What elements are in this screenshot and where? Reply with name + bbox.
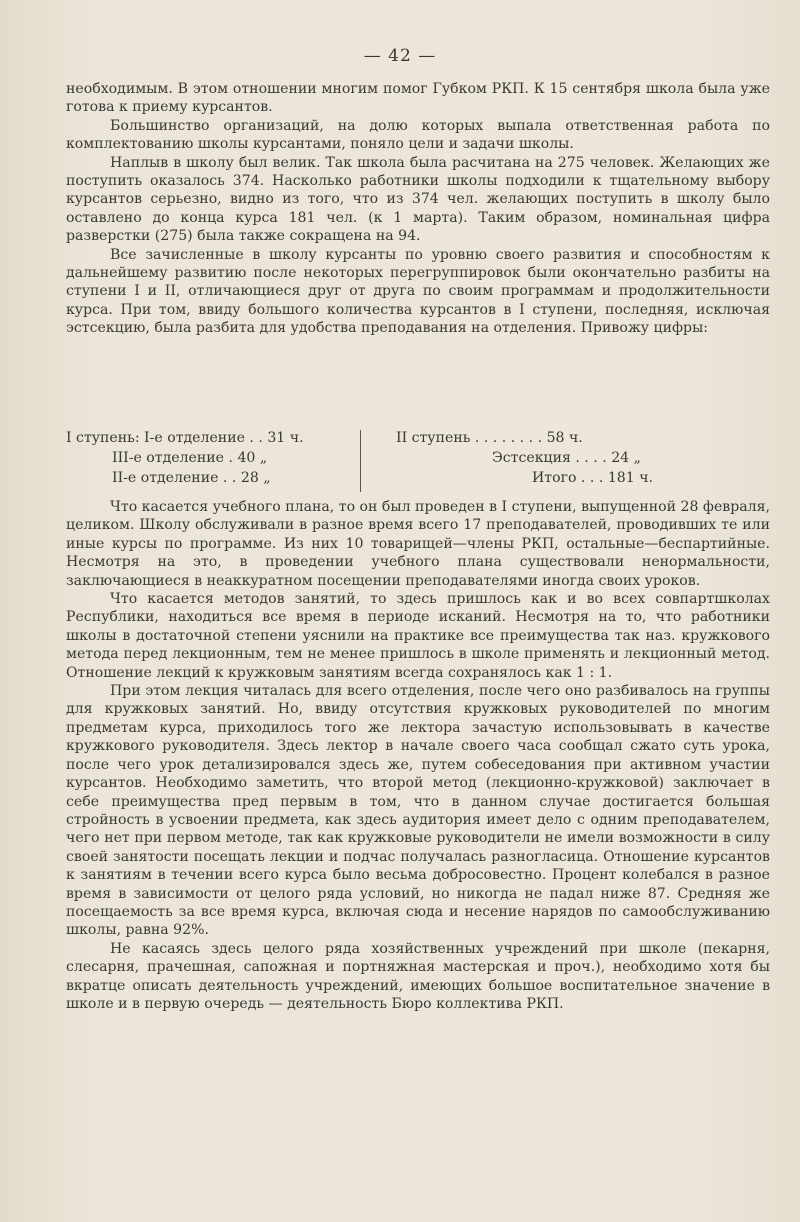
- stats-value: 58 ч.: [546, 430, 583, 446]
- body-text-lower: [66, 498, 770, 1013]
- paragraph: Не касаясь здесь целого ряда хозяйственных учреждений при школе (пекарня, слесарня, прачешная, сапожная и портняжная мастерская и проч.), необходимо хотя бы вкратце описать деятельность учреждений, имеющих большое воспитательное значение в школе и в первую очередь — деятельность Бюро коллектива РКП.: [66, 940, 770, 1012]
- stats-label: Итого . . .: [532, 470, 604, 486]
- paragraph: необходимым. В этом отношении многим помог Губком РКП. К 15 сентября школа была уже готова к приему курсантов.: [66, 81, 770, 116]
- enrollment-table: [66, 428, 770, 494]
- stats-left-column: [66, 428, 356, 488]
- stats-label: III-е отделение: [112, 450, 225, 466]
- paragraph: Что касается учебного плана, то он был проведен в I ступени, выпущенной 28 февраля, целиком. Школу обслуживали в разное время всего 17 преподавателей, проводивших те или иные курсы по программе. Из них 10 товарищей—члены РКП, остальные—беспартийные. Несмотря на это, в проведении учебного плана существовали ненормальности, заключающиеся в неаккуратном посещении преподавателями иногда своих уроков.: [66, 499, 770, 589]
- stats-label: II-е отделение . .: [112, 470, 237, 486]
- stats-row: [396, 448, 770, 468]
- page-number: — 42 —: [363, 46, 437, 66]
- stats-value: . 40 „: [228, 450, 268, 466]
- stats-row: [396, 428, 770, 448]
- stats-value: 28 „: [240, 470, 271, 486]
- stats-label: Эстсекция . . . .: [492, 450, 607, 466]
- stats-right-column: [396, 428, 770, 488]
- paragraph: Наплыв в школу был велик. Так школа была расчитана на 275 человек. Желающих же поступить оказалось 374. Насколько работники школы подходили к тщательному выбору курсантов серьезно, видно из того, что из 374 чел. желающих поступить в школу было оставлено до конца курса 181 чел. (к 1 марта). Таким образом, номинальная цифра разверстки (275) была также сокращена на 94.: [66, 154, 770, 245]
- paragraph: При этом лекция читалась для всего отделения, после чего оно разбивалось на группы для кружковых занятий. Но, ввиду отсутствия кружковых руководителей по многим предметам курса, приходилось того же лектора зачастую использовывать в качестве кружкового руководителя. Здесь лектор в начале своего часа сообщал сжато суть урока, после чего урок детализировался здесь же, путем собеседования при активном участии курсантов. Необходимо заметить, что второй метод (лекционно-кружковой) заключает в себе преимущества пред первым в том, что в данном случае достигается большая стройность в усвоении предмета, как здесь аудитория имеет дело с одним преподавателем, чего нет при первом методе, так как кружковые руководители не имели возможности в силу своей занятости посещать лекции и подчас получалась разногласица. Отношение курсантов к занятиям в течении всего курса было весьма добросовестно. Процент колебался в разное время в зависимости от целого ряда условий, но никогда не падал ниже 87. Средняя же посещаемость за все время курса, включая сюда и несение нарядов по самообслуживанию школы, равна 92%.: [66, 683, 770, 939]
- stats-value: 181 ч.: [607, 470, 653, 486]
- stats-row: [396, 468, 770, 488]
- stats-label: I ступень: I-е отделение . .: [66, 430, 263, 446]
- column-divider: [360, 430, 361, 492]
- stats-value: 24 „: [611, 450, 641, 466]
- paragraph: Все зачисленные в школу курсанты по уровню своего развития и способностям к дальнейшему развитию после некоторых перегруппировок были окончательно разбиты на ступени I и II, отличающиеся друг от друга по своим программам и продолжительности курса. При том, ввиду большого количества курсантов в I ступени, последняя, исключая эстсекцию, была разбита для удобства преподавания на отделения. Привожу цифры:: [66, 246, 770, 337]
- stats-row: [66, 448, 356, 468]
- paragraph: Большинство организаций, на долю которых выпала ответственная работа по комплектованию школы курсантами, поняло цели и задачи школы.: [66, 117, 770, 153]
- paragraph: Что касается методов занятий, то здесь пришлось как и во всех совпартшколах Республики, находиться все время в периоде исканий. Несмотря на то, что работники школы в достаточной степени уяснили на практике все преимущества так наз. кружкового метода перед лекционным, тем не менее пришлось в школе применять и лекционный метод. Отношение лекций к кружковым занятиям всегда сохранялось как 1 : 1.: [66, 591, 770, 681]
- body-text-upper: [66, 80, 770, 338]
- stats-value: 31 ч.: [267, 430, 304, 446]
- stats-label: II ступень . . . . . . . .: [396, 430, 543, 446]
- stats-row: [66, 428, 356, 448]
- stats-row: [66, 468, 356, 488]
